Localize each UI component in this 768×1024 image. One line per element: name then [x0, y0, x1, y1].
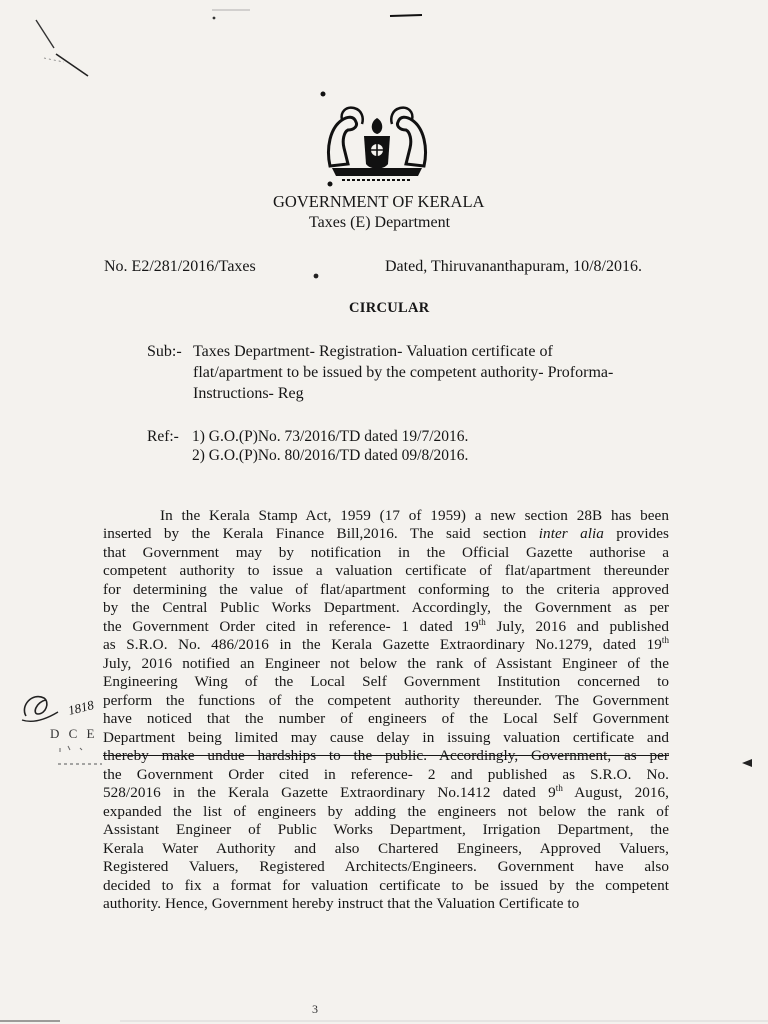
bottom-edge-line [0, 1018, 768, 1024]
circular-title: CIRCULAR [349, 300, 430, 316]
reference-item: 2) G.O.(P)No. 80/2016/TD dated 09/8/2016. [192, 447, 469, 464]
file-number: No. E2/281/2016/Taxes [104, 258, 256, 275]
body-line: 528/2016 in the Kerala Gazette Extraordinary No.1412 dated 9th August, 2016, [103, 782, 669, 801]
body-line-struck: thereby make undue hardships to the public. Accordingly, Government, as per [103, 747, 669, 764]
body-line: expanded the list of engineers by adding the engineers not below the rank of [103, 803, 669, 820]
margin-dash-marks [56, 744, 106, 770]
body-line: authority. Hence, Government hereby instruct that the Valuation Certificate to [103, 895, 580, 912]
body-line: that Government may by notification in the Official Gazette authorise a [103, 544, 669, 561]
government-heading: GOVERNMENT OF KERALA [273, 192, 485, 211]
reference-label: Ref:- [147, 428, 179, 445]
body-line: inserted by the Kerala Finance Bill,2016. The said section inter alia provides [103, 525, 669, 542]
body-line: competent authority to issue a valuation certificate of flat/apartment thereunder [103, 562, 669, 579]
body-line: Kerala Water Authority and also Chartered Engineers, Approved Valuers, [103, 840, 669, 857]
ink-dot [312, 272, 320, 280]
body-line: as S.R.O. No. 486/2016 in the Kerala Gazette Extraordinary No.1279, dated 19th [103, 634, 669, 653]
scan-mark-top [210, 6, 450, 26]
body-line: by the Central Public Works Department. Accordingly, the Government as per [103, 599, 669, 616]
department-heading: Taxes (E) Department [309, 214, 451, 231]
body-line: perform the functions of the competent authority thereunder. The Government [103, 692, 669, 709]
date-line: Dated, Thiruvananthapuram, 10/8/2016. [385, 258, 642, 275]
subject-line: Instructions- Reg [193, 385, 304, 402]
margin-note-text: D C E [50, 726, 98, 741]
body-line: decided to fix a format for valuation certificate to be issued by the competent [103, 877, 669, 894]
body-line: Assistant Engineer of Public Works Department, Irrigation Department, the [103, 821, 669, 838]
margin-note-number: 1818 [66, 697, 96, 718]
subject-label: Sub:- [147, 343, 182, 360]
kerala-emblem-icon [318, 88, 436, 196]
subject-line: Taxes Department- Registration- Valuation certificate of [193, 343, 553, 360]
page-mark: 3 [312, 1002, 318, 1016]
subject-line: flat/apartment to be issued by the competent authority- Proforma- [193, 364, 614, 381]
right-margin-arrow [740, 758, 754, 768]
body-line: In the Kerala Stamp Act, 1959 (17 of 1959) a new section 28B has been [160, 507, 669, 524]
reference-item: 1) G.O.(P)No. 73/2016/TD dated 19/7/2016. [192, 428, 469, 445]
body-line: Department being limited may cause delay in issuing valuation certificate and [103, 729, 669, 746]
body-line: Engineering Wing of the Local Self Government Institution concerned to [103, 673, 669, 690]
body-line: July, 2016 notified an Engineer not below the rank of Assistant Engineer of the [103, 655, 669, 672]
body-line: Registered Valuers, Registered Architects/Engineers. Government have also [103, 858, 669, 875]
scan-mark-top-left [34, 18, 94, 78]
body-line: the Government Order cited in reference- 1 dated 19th July, 2016 and published [103, 616, 669, 635]
body-line: the Government Order cited in reference- 2 and published as S.R.O. No. [103, 766, 669, 783]
body-line: have noticed that the number of engineers of the Local Self Government [103, 710, 669, 727]
body-line: for determining the value of flat/apartment conforming to the criteria approved [103, 581, 669, 598]
